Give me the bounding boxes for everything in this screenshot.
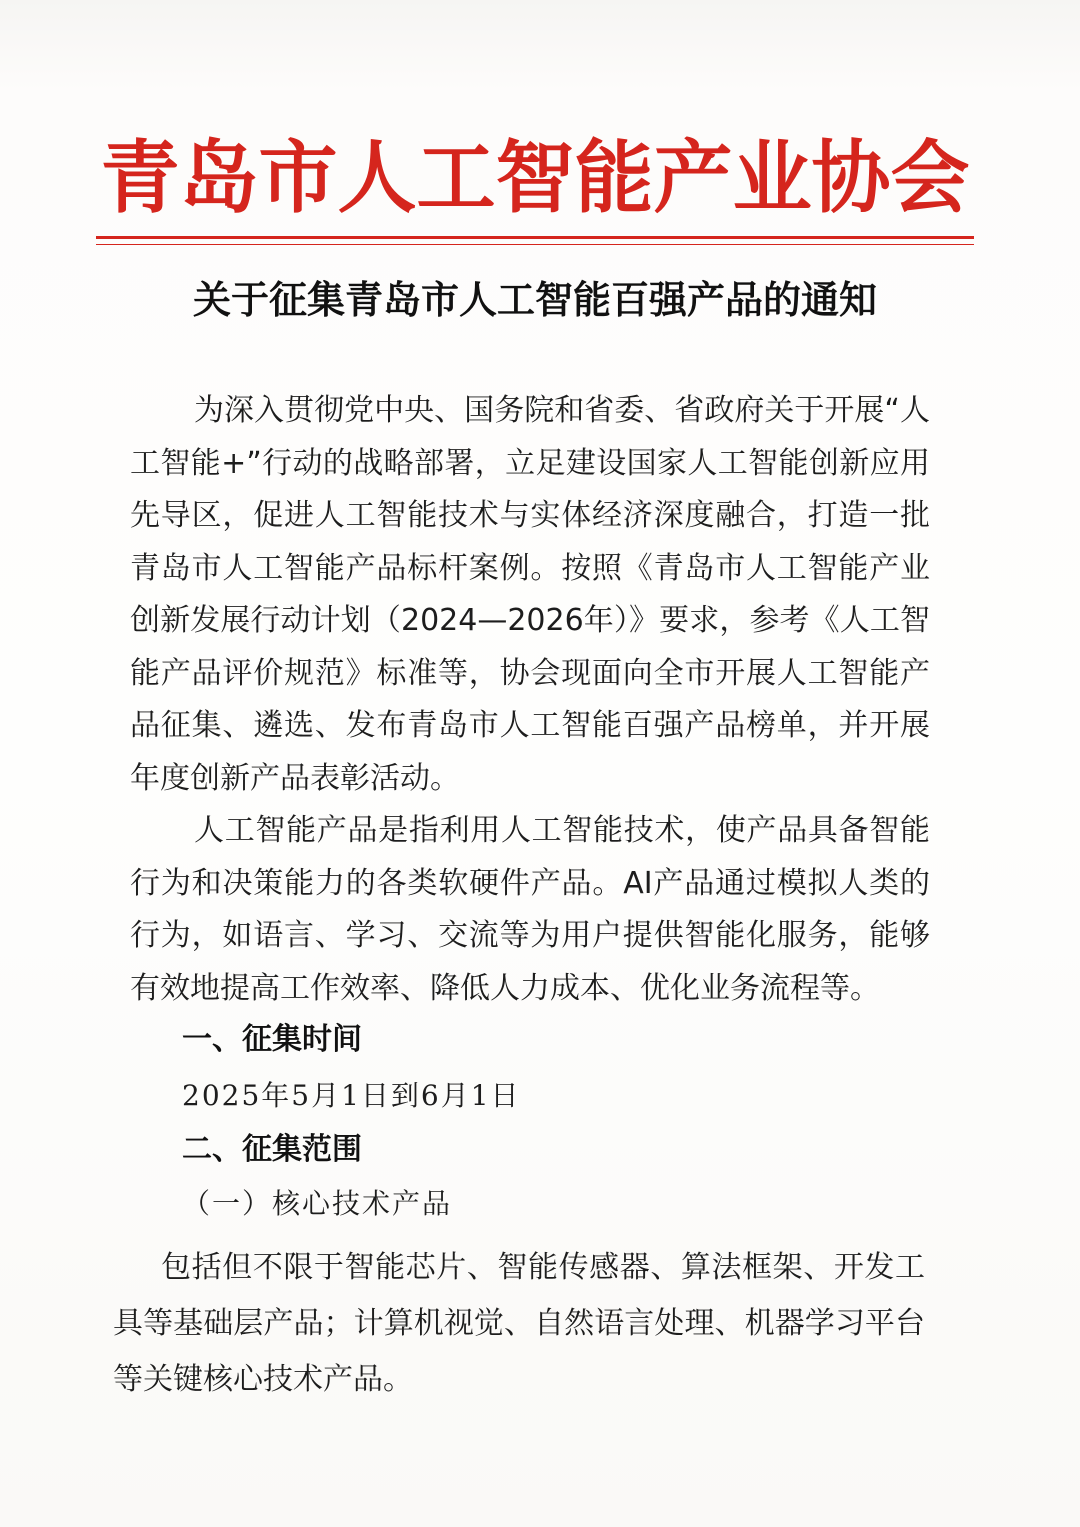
paragraph-intro: 为深入贯彻党中央、国务院和省委、省政府关于开展“人工智能+”行动的战略部署，立足建设国家人工智能创新应用先导区，促进人工智能技术与实体经济深度融合，打造一批青岛市人工智能产品标杆案例。按照《青岛市人工智能产业创新发展行动计划（2024—2026年）》要求，参考《人工智能产品评价规范》标准等，协会现面向全市开展人工智能产品征集、遴选、发布青岛市人工智能百强产品榜单，并开展年度创新产品表彰活动。 [130, 393, 930, 796]
letterhead-rule-thin [96, 244, 974, 245]
letterhead-organization: 青岛市人工智能产业协会 [100, 131, 970, 224]
section-heading-time: 一、征集时间 [182, 1022, 362, 1057]
paragraph-core-tech: 包括但不限于智能芯片、智能传感器、算法框架、开发工具等基础层产品；计算机视觉、自然语言处理、机器学习平台等关键核心技术产品。 [113, 1250, 925, 1397]
section-heading-scope: 二、征集范围 [182, 1132, 362, 1167]
paragraph-definition: 人工智能产品是指利用人工智能技术，使产品具备智能行为和决策能力的各类软硬件产品。AI产品通过模拟人类的行为，如语言、学习、交流等为用户提供智能化服务，能够有效地提高工作效率、降低人力成本、优化业务流程等。 [130, 813, 930, 1006]
subsection-heading-core-tech: （一）核心技术产品 [182, 1187, 453, 1220]
collection-period: 2025年5月1日到6月1日 [182, 1079, 521, 1112]
notice-title: 关于征集青岛市人工智能百强产品的通知 [192, 277, 877, 322]
letterhead-rule-thick [96, 236, 974, 239]
